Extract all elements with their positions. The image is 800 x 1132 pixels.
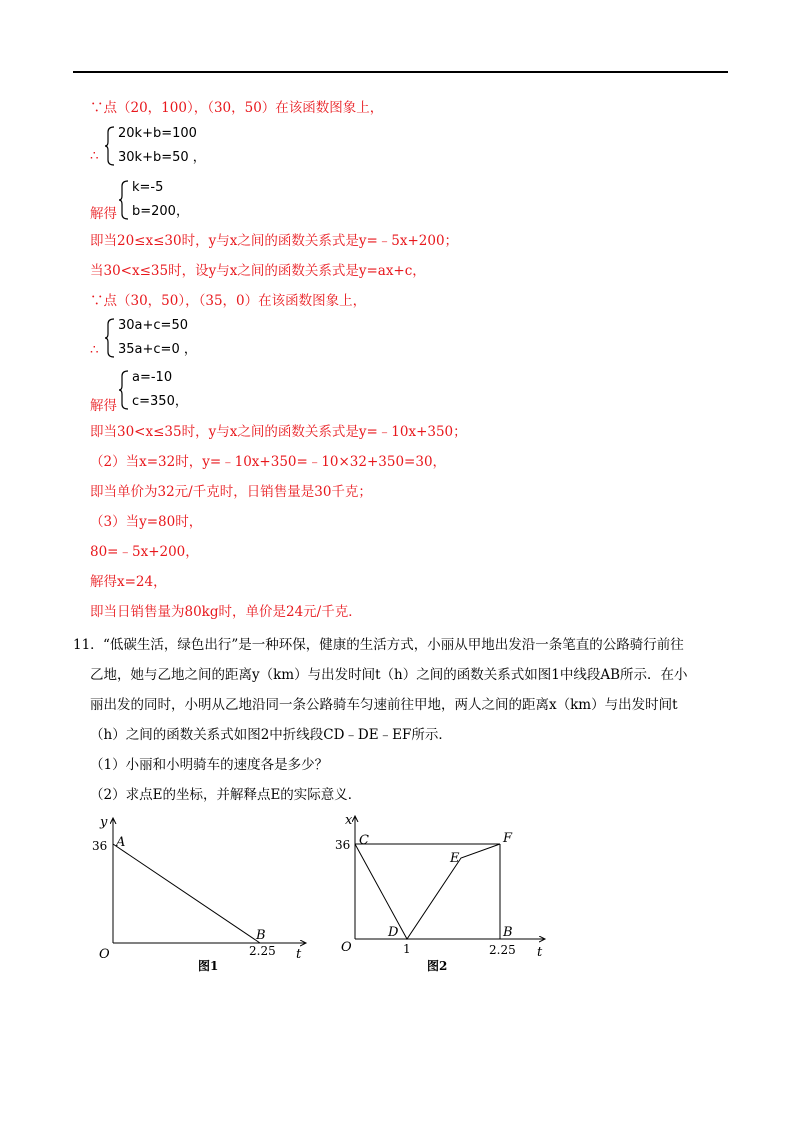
figure-1: [90, 812, 320, 982]
fig1-y-tick: 36: [92, 839, 108, 853]
solution-line-8: （3）当y=80时，: [90, 514, 203, 530]
solution-line-4: ∵点（30，50），（35，0）在该函数图象上，: [90, 293, 367, 309]
solution1-prefix: 解得: [90, 206, 117, 222]
fig2-caption: 图2: [427, 959, 448, 973]
fig1-y-axis-label: y: [100, 815, 108, 830]
brace-icon: [118, 180, 130, 220]
system1-row-1: 20k+b=100: [118, 126, 197, 141]
solution2-row-1: a=-10: [132, 370, 173, 385]
fig2-x-tick-2: 2.25: [489, 943, 516, 957]
solution2-row-2: c=350，: [132, 394, 188, 409]
brace-icon: [104, 318, 116, 358]
header-rule: [73, 71, 728, 73]
system2-row-2: 35a+c=0 ，: [118, 342, 197, 357]
question-sub-2: （2）求点E的坐标，并解释点E的实际意义．: [90, 787, 362, 803]
fig1-point-a: A: [116, 835, 126, 850]
fig2-y-axis-label: x: [345, 813, 353, 828]
solution-line-3: 当30<x≤35时，设y与x之间的函数关系式是y=ax+c，: [90, 263, 426, 279]
solution-line-1: ∵点（20，100），（30，50）在该函数图象上，: [90, 100, 384, 116]
figure-2: [333, 812, 563, 982]
solution-line-5: 即当30<x≤35时，y与x之间的函数关系式是y=﹣10x+350；: [90, 424, 467, 440]
fig1-caption: 图1: [198, 959, 219, 973]
question-sub-1: （1）小丽和小明骑车的速度各是多少？: [90, 757, 329, 773]
fig2-point-f: F: [503, 831, 513, 846]
solution-line-10: 解得x=24，: [90, 574, 167, 590]
brace-icon: [118, 370, 130, 410]
question-line-1: “低碳生活，绿色出行”是一种环保，健康的生活方式，小丽从甲地出发沿一条笔直的公路骑行前往: [103, 637, 684, 653]
system1-prefix: ∴: [90, 148, 99, 164]
fig1-point-b: B: [256, 928, 266, 943]
solution-line-9: 80=﹣5x+200，: [90, 544, 199, 560]
fig1-x-axis-label: t: [296, 947, 302, 962]
question-line-3: 丽出发的同时，小明从乙地沿同一条公路骑车匀速前往甲地，两人之间的距离x（km）与出发时间t: [90, 697, 678, 713]
fig2-point-c: C: [359, 833, 369, 848]
fig2-x-axis-label: t: [537, 945, 543, 960]
solution-line-11: 即当日销售量为80kg时，单价是24元/千克．: [90, 604, 362, 620]
question-line-2: 乙地，她与乙地之间的距离y（km）与出发时间t（h）之间的函数关系式如图1中线段AB所示．在小: [90, 667, 688, 683]
fig2-polyline-cdef: [355, 844, 500, 939]
solution1-row-1: k=-5: [132, 180, 164, 195]
fig1-x-tick: 2.25: [249, 944, 276, 958]
fig1-segment-ab: [113, 844, 260, 943]
system2-row-1: 30a+c=50: [118, 318, 188, 333]
fig2-point-e: E: [450, 851, 460, 866]
solution-line-6: （2）当x=32时，y=﹣10x+350=﹣10×32+350=30，: [90, 454, 447, 470]
brace-icon: [104, 126, 116, 166]
solution2-prefix: 解得: [90, 398, 117, 414]
question-line-4: （h）之间的函数关系式如图2中折线段CD﹣DE﹣EF所示．: [90, 727, 452, 743]
fig2-x-tick-1: 1: [403, 942, 411, 956]
fig2-origin-label: O: [341, 940, 352, 955]
fig2-point-d: D: [388, 925, 399, 940]
solution-line-7: 即当单价为32元/千克时，日销售量是30千克；: [90, 484, 372, 500]
question-number: 11．: [73, 637, 104, 653]
fig1-origin-label: O: [99, 947, 110, 962]
solution1-row-2: b=200，: [132, 204, 189, 219]
solution-line-2: 即当20≤x≤30时，y与x之间的函数关系式是y=﹣5x+200；: [90, 233, 459, 249]
system1-row-2: 30k+b=50 ，: [118, 150, 206, 165]
fig2-y-tick: 36: [335, 838, 351, 852]
fig2-point-b: B: [503, 925, 513, 940]
system2-prefix: ∴: [90, 342, 99, 358]
